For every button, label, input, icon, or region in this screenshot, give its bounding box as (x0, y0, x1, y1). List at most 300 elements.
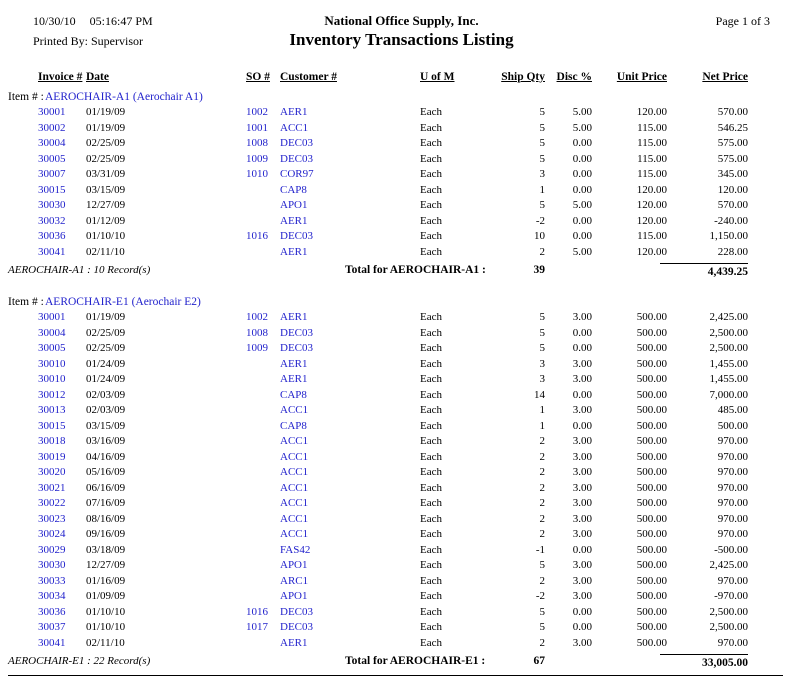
cell-disc: 3.00 (572, 574, 592, 587)
cell-invoice[interactable]: 30041 (38, 245, 66, 258)
cell-so[interactable]: 1002 (246, 106, 268, 118)
cell-uom: Each (420, 543, 442, 556)
cell-invoice[interactable]: 30022 (38, 497, 66, 509)
table-row (38, 403, 748, 419)
cell-ship-qty: 2 (539, 245, 545, 258)
cell-disc: 5.00 (572, 106, 592, 118)
cell-date: 01/10/10 (86, 621, 126, 633)
group-total-qty: 39 (533, 264, 545, 276)
cell-date: 02/25/09 (86, 137, 126, 149)
cell-invoice[interactable]: 30007 (38, 168, 66, 180)
cell-unit-price: 500.00 (636, 590, 667, 602)
cell-uom: Each (420, 342, 442, 354)
cell-disc: 3.00 (572, 559, 592, 571)
cell-uom: Each (420, 450, 442, 463)
table-row (38, 105, 748, 121)
cell-invoice[interactable]: 30015 (38, 419, 66, 432)
cell-ship-qty: 2 (539, 528, 545, 540)
cell-unit-price: 500.00 (636, 419, 667, 432)
cell-uom: Each (420, 311, 442, 323)
cell-date: 01/19/09 (86, 106, 126, 118)
cell-customer[interactable]: DEC03 (280, 152, 313, 165)
cell-disc: 3.00 (572, 404, 592, 416)
cell-invoice[interactable]: 30004 (38, 137, 66, 149)
cell-invoice[interactable]: 30010 (38, 357, 66, 370)
table-row (38, 605, 748, 621)
cell-customer[interactable]: ACC1 (280, 121, 309, 134)
cell-invoice[interactable]: 30001 (38, 106, 66, 118)
cell-ship-qty: 5 (539, 137, 545, 149)
cell-ship-qty: 10 (534, 230, 545, 242)
table-row (38, 326, 748, 342)
transactions-table (38, 310, 748, 651)
cell-ship-qty: 2 (539, 450, 545, 463)
cell-unit-price: 120.00 (636, 214, 667, 227)
cell-invoice[interactable]: 30034 (38, 590, 66, 602)
col-header-unit-price: Unit Price (616, 71, 667, 83)
cell-disc: 5.00 (572, 199, 592, 211)
cell-customer[interactable]: ACC1 (280, 450, 309, 463)
cell-date: 01/24/09 (86, 357, 126, 370)
table-row (38, 310, 748, 326)
cell-customer[interactable]: CAP8 (280, 388, 307, 401)
cell-net-price: 2,500.00 (709, 605, 748, 618)
report-groups (0, 89, 791, 672)
page-bottom-rule (8, 675, 783, 676)
cell-net-price: 7,000.00 (709, 388, 748, 401)
cell-customer[interactable]: APO1 (280, 199, 308, 211)
cell-unit-price: 500.00 (636, 357, 667, 370)
cell-date: 03/16/09 (86, 435, 126, 447)
table-row (38, 198, 748, 214)
cell-customer[interactable]: AER1 (280, 373, 308, 385)
cell-disc: 5.00 (572, 245, 592, 258)
cell-ship-qty: 5 (539, 326, 545, 339)
cell-customer[interactable]: AER1 (280, 245, 308, 258)
cell-ship-qty: 2 (539, 435, 545, 447)
cell-so[interactable] (246, 183, 280, 199)
cell-ship-qty: 5 (539, 605, 545, 618)
table-row (38, 574, 748, 590)
cell-customer[interactable]: COR97 (280, 168, 314, 180)
cell-disc: 0.00 (572, 543, 592, 556)
cell-date: 03/15/09 (86, 183, 126, 196)
cell-unit-price: 500.00 (636, 311, 667, 323)
cell-so[interactable] (246, 636, 280, 652)
cell-ship-qty: 1 (539, 404, 545, 416)
cell-disc: 3.00 (572, 497, 592, 509)
cell-so[interactable] (246, 214, 280, 230)
cell-invoice[interactable]: 30030 (38, 559, 66, 571)
cell-date: 06/16/09 (86, 481, 126, 494)
cell-uom: Each (420, 121, 442, 134)
cell-so[interactable] (246, 496, 280, 512)
cell-customer[interactable]: DEC03 (280, 621, 313, 633)
cell-date: 02/25/09 (86, 342, 126, 354)
cell-unit-price: 120.00 (636, 199, 667, 211)
cell-ship-qty: 5 (539, 121, 545, 134)
cell-ship-qty: 5 (539, 199, 545, 211)
cell-customer[interactable]: AER1 (280, 311, 308, 323)
cell-net-price: 575.00 (717, 137, 748, 149)
cell-net-price: 500.00 (717, 419, 748, 432)
cell-date: 07/16/09 (86, 497, 126, 509)
cell-so[interactable]: 1009 (246, 152, 268, 165)
group-footer (0, 263, 791, 281)
cell-customer[interactable]: APO1 (280, 590, 308, 602)
cell-invoice[interactable]: 30024 (38, 528, 66, 540)
cell-invoice[interactable]: 30030 (38, 199, 66, 211)
cell-customer[interactable]: APO1 (280, 559, 308, 571)
cell-date: 12/27/09 (86, 199, 126, 211)
cell-date: 08/16/09 (86, 512, 126, 525)
cell-disc: 3.00 (572, 636, 592, 649)
table-row (38, 136, 748, 152)
table-row (38, 357, 748, 373)
cell-unit-price: 500.00 (636, 605, 667, 618)
cell-so[interactable]: 1009 (246, 342, 268, 354)
cell-date: 04/16/09 (86, 450, 126, 463)
cell-customer[interactable]: AER1 (280, 357, 308, 370)
cell-date: 02/03/09 (86, 404, 126, 416)
cell-date: 01/12/09 (86, 214, 126, 227)
cell-disc: 3.00 (572, 528, 592, 540)
cell-invoice[interactable]: 30029 (38, 543, 66, 556)
cell-unit-price: 115.00 (637, 137, 667, 149)
item-number-label: Item # : (8, 91, 44, 103)
cell-invoice[interactable]: 30023 (38, 512, 66, 525)
cell-customer[interactable]: ACC1 (280, 435, 309, 447)
cell-invoice[interactable]: 30015 (38, 183, 66, 196)
item-number-label: Item # : (8, 296, 44, 308)
cell-unit-price: 500.00 (636, 373, 667, 385)
cell-disc: 0.00 (572, 388, 592, 401)
cell-net-price: 970.00 (717, 435, 748, 447)
item-name-link[interactable]: AEROCHAIR-E1 (Aerochair E2) (45, 296, 201, 308)
cell-customer[interactable]: ACC1 (280, 528, 309, 540)
cell-uom: Each (420, 528, 442, 540)
group-total-net: 33,005.00 (660, 654, 748, 671)
cell-customer[interactable]: ACC1 (280, 512, 309, 525)
cell-ship-qty: 2 (539, 481, 545, 494)
transactions-body (38, 310, 748, 651)
cell-net-price: 970.00 (717, 512, 748, 525)
cell-date: 01/09/09 (86, 590, 126, 602)
cell-net-price: 1,455.00 (709, 373, 748, 385)
cell-invoice[interactable]: 30010 (38, 373, 66, 385)
cell-disc: 0.00 (572, 183, 592, 196)
group-footer (0, 654, 791, 672)
cell-uom: Each (420, 183, 442, 196)
cell-date: 02/25/09 (86, 326, 126, 339)
cell-disc: 0.00 (572, 152, 592, 165)
cell-net-price: 120.00 (717, 183, 748, 196)
cell-uom: Each (420, 605, 442, 618)
table-row (38, 636, 748, 652)
table-row (38, 620, 748, 636)
cell-customer[interactable]: FAS42 (280, 543, 311, 556)
cell-uom: Each (420, 466, 442, 478)
cell-so[interactable]: 1002 (246, 311, 268, 323)
cell-net-price: 345.00 (717, 168, 748, 180)
cell-disc: 0.00 (572, 214, 592, 227)
cell-disc: 0.00 (572, 342, 592, 354)
cell-uom: Each (420, 497, 442, 509)
cell-uom: Each (420, 512, 442, 525)
cell-disc: 3.00 (572, 373, 592, 385)
cell-uom: Each (420, 152, 442, 165)
cell-uom: Each (420, 230, 442, 242)
table-row (38, 167, 748, 183)
table-row (38, 183, 748, 199)
cell-date: 02/25/09 (86, 152, 126, 165)
cell-unit-price: 500.00 (636, 404, 667, 416)
cell-ship-qty: 2 (539, 636, 545, 649)
cell-net-price: 970.00 (717, 636, 748, 649)
cell-customer[interactable]: DEC03 (280, 605, 313, 618)
cell-net-price: 2,500.00 (709, 326, 748, 339)
cell-uom: Each (420, 404, 442, 416)
cell-uom: Each (420, 357, 442, 370)
cell-invoice[interactable]: 30001 (38, 311, 66, 323)
cell-invoice[interactable]: 30004 (38, 326, 66, 339)
col-header-customer: Customer # (280, 71, 337, 83)
cell-ship-qty: -2 (535, 590, 545, 602)
cell-uom: Each (420, 106, 442, 118)
cell-invoice[interactable]: 30021 (38, 481, 66, 494)
cell-date: 03/31/09 (86, 168, 126, 180)
cell-so[interactable] (246, 450, 280, 466)
cell-uom: Each (420, 574, 442, 587)
table-row (38, 496, 748, 512)
cell-so[interactable] (246, 589, 280, 605)
table-row (38, 341, 748, 357)
cell-so[interactable] (246, 403, 280, 419)
table-row (38, 527, 748, 543)
cell-invoice[interactable]: 30019 (38, 450, 66, 463)
cell-unit-price: 500.00 (636, 497, 667, 509)
cell-so[interactable]: 1017 (246, 621, 268, 633)
cell-invoice[interactable]: 30018 (38, 435, 66, 447)
cell-ship-qty: 2 (539, 497, 545, 509)
cell-unit-price: 500.00 (636, 450, 667, 463)
cell-date: 02/11/10 (86, 245, 125, 258)
table-row (38, 152, 748, 168)
cell-so[interactable] (246, 357, 280, 373)
cell-uom: Each (420, 137, 442, 149)
cell-ship-qty: 5 (539, 342, 545, 354)
cell-uom: Each (420, 590, 442, 602)
cell-invoice[interactable]: 30002 (38, 121, 66, 134)
cell-disc: 0.00 (572, 326, 592, 339)
cell-net-price: 970.00 (717, 481, 748, 494)
cell-so[interactable] (246, 481, 280, 497)
cell-unit-price: 500.00 (636, 326, 667, 339)
cell-date: 03/18/09 (86, 543, 126, 556)
cell-date: 03/15/09 (86, 419, 126, 432)
cell-customer[interactable]: DEC03 (280, 326, 313, 339)
cell-invoice[interactable]: 30013 (38, 404, 66, 416)
cell-net-price: 228.00 (717, 245, 748, 258)
cell-uom: Each (420, 199, 442, 211)
cell-so[interactable] (246, 558, 280, 574)
table-row (38, 214, 748, 230)
cell-disc: 3.00 (572, 466, 592, 478)
cell-uom: Each (420, 245, 442, 258)
cell-invoice[interactable]: 30036 (38, 230, 66, 242)
group-total-label: Total for AEROCHAIR-A1 : (345, 264, 486, 276)
cell-date: 02/11/10 (86, 636, 125, 649)
cell-net-price: 1,150.00 (709, 230, 748, 242)
cell-customer[interactable]: ACC1 (280, 466, 309, 478)
cell-disc: 0.00 (572, 419, 592, 432)
cell-customer[interactable]: AER1 (280, 106, 308, 118)
cell-so[interactable]: 1001 (246, 121, 268, 134)
cell-so[interactable] (246, 198, 280, 214)
cell-disc: 3.00 (572, 512, 592, 525)
cell-so[interactable] (246, 434, 280, 450)
cell-customer[interactable]: ACC1 (280, 481, 309, 494)
cell-date: 05/16/09 (86, 466, 126, 478)
transactions-table (38, 105, 748, 260)
cell-net-price: 970.00 (717, 574, 748, 587)
group-record-count: AEROCHAIR-A1 : 10 Record(s) (8, 264, 151, 276)
cell-so[interactable] (246, 543, 280, 559)
cell-so[interactable] (246, 245, 280, 261)
cell-invoice[interactable]: 30020 (38, 466, 66, 478)
cell-ship-qty: 2 (539, 466, 545, 478)
cell-ship-qty: 1 (539, 183, 545, 196)
cell-so[interactable] (246, 527, 280, 543)
item-group-header (0, 294, 791, 310)
report-title: Inventory Transactions Listing (289, 30, 514, 49)
table-row (38, 543, 748, 559)
item-name-link[interactable]: AEROCHAIR-A1 (Aerochair A1) (45, 91, 203, 103)
cell-disc: 5.00 (572, 121, 592, 134)
cell-so[interactable] (246, 465, 280, 481)
cell-ship-qty: -1 (535, 543, 545, 556)
cell-so[interactable] (246, 372, 280, 388)
cell-so[interactable] (246, 419, 280, 435)
cell-disc: 0.00 (572, 137, 592, 149)
cell-net-price: -970.00 (714, 590, 748, 602)
cell-net-price: 970.00 (717, 466, 748, 478)
cell-unit-price: 500.00 (636, 574, 667, 587)
cell-uom: Each (420, 481, 442, 494)
cell-invoice[interactable]: 30005 (38, 152, 66, 165)
cell-invoice[interactable]: 30012 (38, 388, 66, 401)
cell-invoice[interactable]: 30032 (38, 214, 66, 227)
cell-date: 01/16/09 (86, 574, 126, 587)
cell-invoice[interactable]: 30036 (38, 605, 66, 618)
cell-so[interactable]: 1008 (246, 326, 268, 339)
cell-net-price: 546.25 (717, 121, 748, 134)
cell-so[interactable]: 1010 (246, 168, 268, 180)
cell-date: 01/19/09 (86, 311, 126, 323)
cell-date: 09/16/09 (86, 528, 126, 540)
cell-so[interactable]: 1016 (246, 605, 268, 618)
page-number: Page 1 of 3 (715, 14, 770, 28)
table-row (38, 589, 748, 605)
cell-invoice[interactable]: 30041 (38, 636, 66, 649)
cell-net-price: 575.00 (717, 152, 748, 165)
cell-net-price: 485.00 (717, 404, 748, 416)
cell-customer[interactable]: ARC1 (280, 574, 309, 587)
cell-unit-price: 500.00 (636, 543, 667, 556)
cell-so[interactable] (246, 512, 280, 528)
cell-so[interactable]: 1008 (246, 137, 268, 149)
cell-customer[interactable]: ACC1 (280, 497, 309, 509)
cell-customer[interactable]: DEC03 (280, 342, 313, 354)
cell-unit-price: 120.00 (636, 245, 667, 258)
cell-net-price: 2,425.00 (709, 559, 748, 571)
cell-so[interactable] (246, 388, 280, 404)
cell-invoice[interactable]: 30037 (38, 621, 66, 633)
cell-net-price: -500.00 (714, 543, 748, 556)
cell-net-price: 1,455.00 (709, 357, 748, 370)
cell-so[interactable] (246, 574, 280, 590)
item-group (0, 294, 791, 672)
cell-unit-price: 500.00 (636, 388, 667, 401)
col-header-date: Date (86, 71, 109, 83)
cell-customer[interactable]: DEC03 (280, 137, 313, 149)
cell-unit-price: 500.00 (636, 636, 667, 649)
cell-unit-price: 115.00 (637, 121, 667, 134)
cell-uom: Each (420, 559, 442, 571)
table-row (38, 388, 748, 404)
cell-unit-price: 500.00 (636, 342, 667, 354)
cell-uom: Each (420, 419, 442, 432)
cell-net-price: 2,500.00 (709, 342, 748, 354)
cell-unit-price: 500.00 (636, 621, 667, 633)
cell-customer[interactable]: CAP8 (280, 183, 307, 196)
cell-disc: 3.00 (572, 311, 592, 323)
cell-customer[interactable]: ACC1 (280, 404, 309, 416)
cell-date: 01/10/10 (86, 230, 126, 242)
cell-customer[interactable]: AER1 (280, 636, 308, 649)
cell-ship-qty: 5 (539, 152, 545, 165)
cell-date: 12/27/09 (86, 559, 126, 571)
col-header-so: SO # (246, 71, 270, 83)
table-row (38, 558, 748, 574)
cell-unit-price: 115.00 (637, 230, 667, 242)
cell-ship-qty: -2 (535, 214, 545, 227)
cell-date: 01/24/09 (86, 373, 126, 385)
cell-uom: Each (420, 636, 442, 649)
cell-disc: 0.00 (572, 621, 592, 633)
cell-invoice[interactable]: 30005 (38, 342, 66, 354)
cell-ship-qty: 1 (539, 419, 545, 432)
cell-net-price: 570.00 (717, 199, 748, 211)
cell-unit-price: 500.00 (636, 481, 667, 494)
cell-invoice[interactable]: 30033 (38, 574, 66, 587)
group-total-net: 4,439.25 (660, 263, 748, 280)
cell-date: 01/19/09 (86, 121, 126, 134)
table-row (38, 512, 748, 528)
cell-net-price: 970.00 (717, 528, 748, 540)
col-header-ship-qty: Ship Qty (501, 71, 545, 83)
cell-customer[interactable]: AER1 (280, 214, 308, 227)
cell-so[interactable]: 1016 (246, 230, 268, 242)
cell-unit-price: 500.00 (636, 512, 667, 525)
cell-ship-qty: 3 (539, 373, 545, 385)
company-name: National Office Supply, Inc. (324, 13, 479, 28)
cell-ship-qty: 5 (539, 621, 545, 633)
cell-net-price: 570.00 (717, 106, 748, 118)
cell-customer[interactable]: DEC03 (280, 230, 313, 242)
table-row (38, 372, 748, 388)
cell-customer[interactable]: CAP8 (280, 419, 307, 432)
